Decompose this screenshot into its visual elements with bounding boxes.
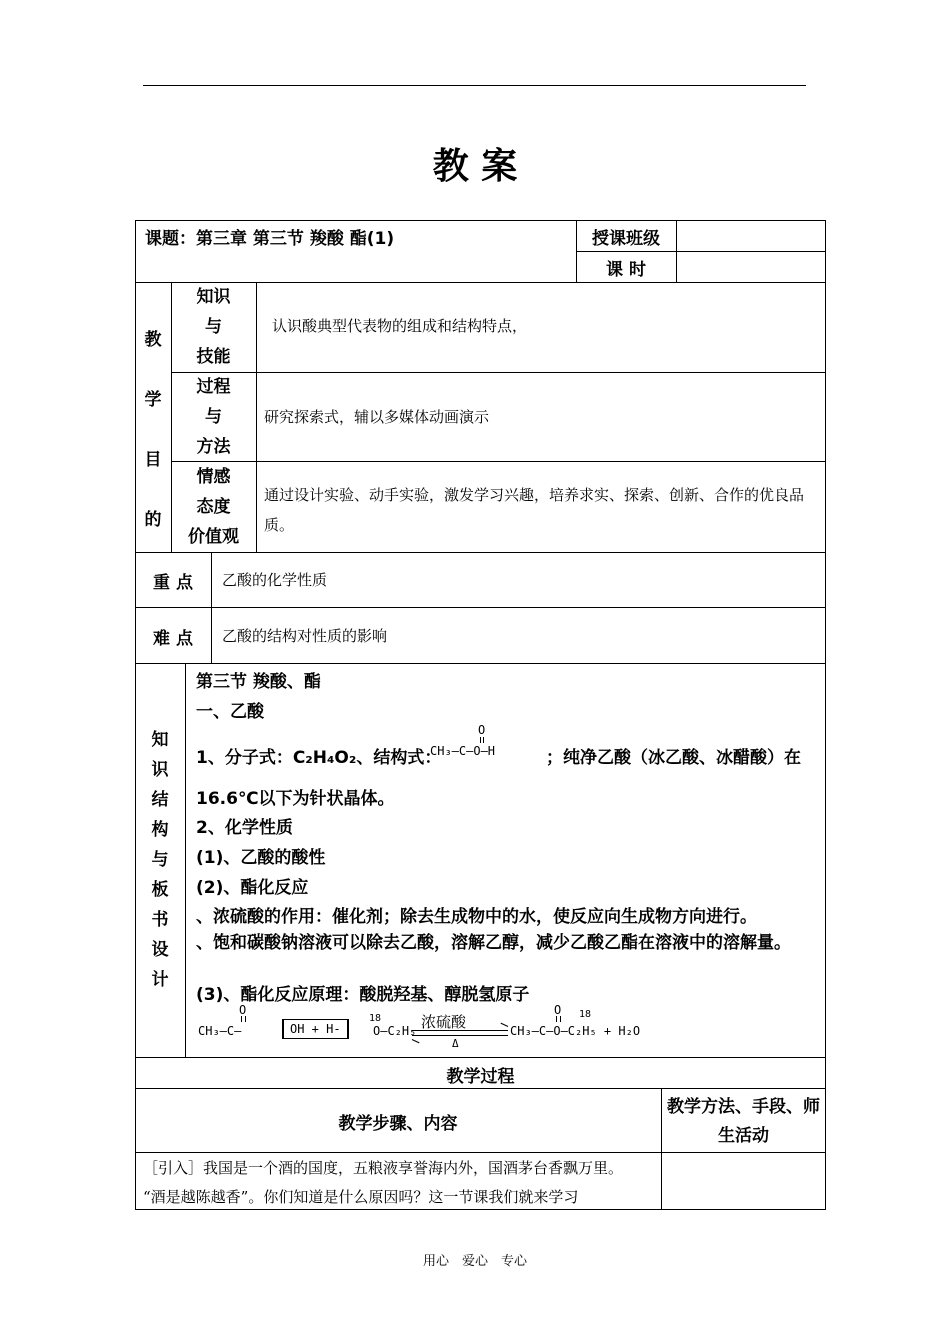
reactant-acid-oxygen: O <box>239 1003 247 1017</box>
methods-column-header: 教学方法、手段、师生活动 <box>667 1097 820 1146</box>
hours-label: 课 时 <box>606 260 646 280</box>
pure-acetic-acid-note: ；纯净乙酸（冰乙酸、冰醋酸）在 <box>546 748 801 768</box>
sodium-carbonate-role: 、饱和碳酸钠溶液可以除去乙酸，溶解乙醇，减少乙酸乙酯在溶液中的溶解量。 <box>196 933 791 953</box>
forward-arrow-head <box>501 1023 509 1027</box>
product-ester-and-water: CH₃—C—O—C₂H₅ + H₂O <box>510 1024 641 1038</box>
subsection-acetic-acid: 一、乙酸 <box>196 702 264 722</box>
difficult-point-label: 难 点 <box>153 629 193 649</box>
key-point-content: 乙酸的化学性质 <box>222 571 328 589</box>
heat-symbol: Δ <box>452 1037 459 1050</box>
esterification-principle: (3)、酯化反应原理：酸脱羟基、醇脱氢原子 <box>196 985 530 1005</box>
catalyst-label: 浓硫酸 <box>421 1013 467 1031</box>
page-title: 教 案 <box>432 146 518 187</box>
structural-formula: CH₃—C—O—H <box>430 744 496 758</box>
sulfuric-acid-role: 、浓硫酸的作用：催化剂；除去生成物中的水，使反应向生成物方向进行。 <box>196 907 757 927</box>
class-label: 授课班级 <box>592 229 660 249</box>
dehydration-box: OH + H- <box>282 1019 349 1039</box>
reverse-arrow <box>412 1035 508 1036</box>
structural-formula-oxygen: O <box>478 723 486 737</box>
intro-text-line2: “酒是越陈越香”。你们知道是什么原因吗？这一节课我们就来学习 <box>143 1188 579 1206</box>
process-title: 教学过程 <box>446 1067 515 1087</box>
objective-label-process: 过程 与 方法 <box>196 377 231 457</box>
lesson-topic: 课题：第三章 第三节 羧酸 酯(1) <box>145 229 395 249</box>
acidity-heading: (1)、乙酸的酸性 <box>196 848 326 868</box>
objective-content-process: 研究探索式，辅以多媒体动画演示 <box>264 408 490 426</box>
double-bond-mark <box>480 737 482 743</box>
key-point-label: 重 点 <box>153 573 193 593</box>
steps-column-header: 教学步骤、内容 <box>338 1114 458 1134</box>
section-heading: 第三节 羧酸、酯 <box>196 672 321 692</box>
molecular-formula: 1、分子式：C₂H₄O₂、结构式： <box>196 748 442 768</box>
page-footer: 用心 爱心 专心 <box>422 1254 527 1269</box>
reactant-alcohol: O—C₂H₅ <box>373 1024 417 1038</box>
melting-point-note: 16.6℃以下为针状晶体。 <box>196 789 395 809</box>
forward-arrow <box>412 1030 508 1031</box>
double-bond-mark <box>241 1016 246 1022</box>
isotope-label: 18 <box>369 1013 382 1024</box>
objective-label-knowledge: 知识 与 技能 <box>196 287 231 367</box>
top-rule <box>143 85 806 86</box>
double-bond-mark <box>483 737 485 743</box>
chemical-properties-heading: 2、化学性质 <box>196 818 293 838</box>
esterification-heading: (2)、酯化反应 <box>196 878 309 898</box>
objective-content-knowledge: 认识酸典型代表物的组成和结构特点， <box>272 317 528 335</box>
difficult-point-content: 乙酸的结构对性质的影响 <box>222 627 388 645</box>
product-oxygen: O <box>554 1003 562 1017</box>
reverse-arrow-head <box>412 1039 420 1043</box>
reactant-acid: CH₃—C— <box>198 1024 242 1038</box>
isotope-label: 18 <box>579 1009 592 1020</box>
knowledge-label: 知 识 结 构 与 板 书 设 计 <box>151 730 169 990</box>
objective-content-emotion: 通过设计实验、动手实验，激发学习兴趣，培养求实、探索、创新、合作的优良品质。 <box>264 486 805 534</box>
intro-text-line1: ［引入］我国是一个酒的国度，五粮液享誉海内外，国酒茅台香飘万里。 <box>143 1159 624 1177</box>
objectives-group-label: 教 学 目 的 <box>144 330 162 530</box>
double-bond-mark <box>556 1016 561 1022</box>
objective-label-emotion: 情感 态度 价值观 <box>188 467 239 547</box>
